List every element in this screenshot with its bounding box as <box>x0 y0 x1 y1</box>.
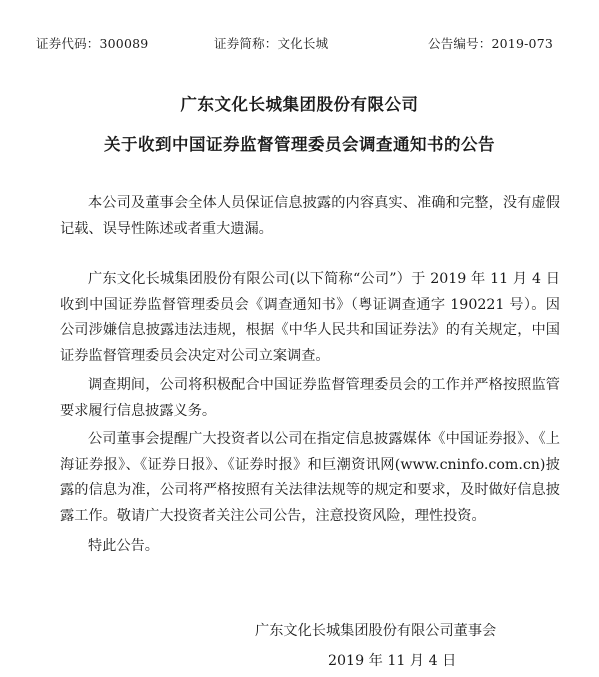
company-title: 广东文化长城集团股份有限公司 <box>180 95 419 114</box>
signature-company: 广东文化长城集团股份有限公司董事会 <box>255 623 497 639</box>
disclaimer-paragraph: 本公司及董事会全体人员保证信息披露的内容真实、准确和完整，没有虚假记载、误导性陈述或者重大遗漏。 <box>60 195 560 237</box>
security-short-name: 证券简称：文化长城 <box>214 36 329 51</box>
announcement-number: 公告编号：2019-073 <box>428 36 553 51</box>
signature-date: 2019 年 11 月 4 日 <box>328 653 457 669</box>
security-code: 证券代码：300089 <box>36 36 149 51</box>
announcement-title: 关于收到中国证券监督管理委员会调查通知书的公告 <box>104 135 495 154</box>
investor-reminder-paragraph: 公司董事会提醒广大投资者以公司在指定信息披露媒体《中国证券报》、《上海证券报》、《证券日报》、《证券时报》和巨潮资讯网(www.cninfo.com.cn)披露的信息为准，公司将严格按照有关法律法规等的规定和要求，及时做好信息披露工作。敬请广大投资者关注公司公告，注意投资风险，理性投资。 <box>60 431 560 524</box>
notice-paragraph: 广东文化长城集团股份有限公司(以下简称“公司”）于 2019 年 11 月 4 日收到中国证券监督管理委员会《调查通知书》（粤证调查通字 190221 号）。因公司涉嫌信息披露违法违规，根据《中华人民共和国证券法》的有关规定，中国证券监督管理委员会决定对公司立案调查。 <box>60 271 560 364</box>
closing-paragraph: 特此公告。 <box>88 538 159 554</box>
cooperation-paragraph: 调查期间，公司将积极配合中国证券监督管理委员会的工作并严格按照监管要求履行信息披露义务。 <box>60 377 560 419</box>
